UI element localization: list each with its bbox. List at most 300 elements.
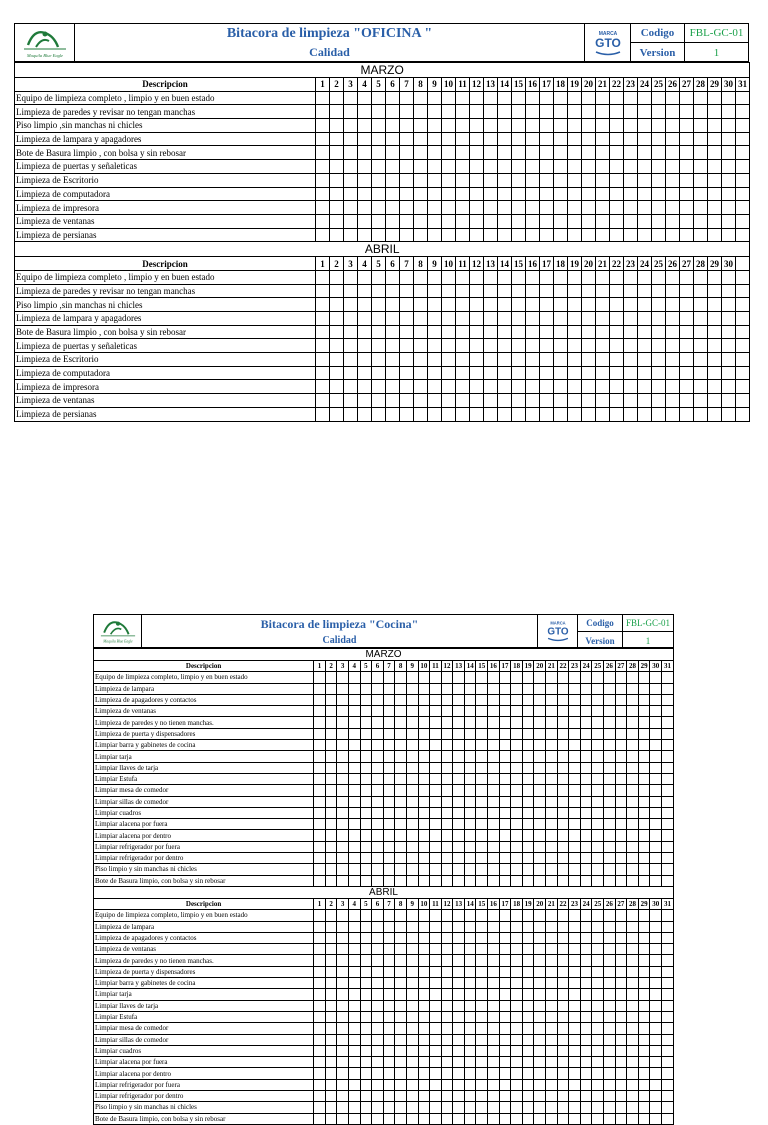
check-cell[interactable] bbox=[722, 160, 736, 174]
check-cell[interactable] bbox=[488, 1000, 500, 1011]
check-cell[interactable] bbox=[569, 717, 581, 728]
check-cell[interactable] bbox=[337, 672, 349, 683]
check-cell[interactable] bbox=[316, 187, 330, 201]
check-cell[interactable] bbox=[470, 353, 484, 367]
check-cell[interactable] bbox=[580, 785, 592, 796]
check-cell[interactable] bbox=[596, 173, 610, 187]
check-cell[interactable] bbox=[395, 773, 407, 784]
check-cell[interactable] bbox=[627, 706, 639, 717]
check-cell[interactable] bbox=[596, 298, 610, 312]
check-cell[interactable] bbox=[330, 132, 344, 146]
check-cell[interactable] bbox=[406, 1057, 418, 1068]
check-cell[interactable] bbox=[348, 1102, 360, 1113]
check-cell[interactable] bbox=[414, 312, 428, 326]
check-cell[interactable] bbox=[569, 1000, 581, 1011]
check-cell[interactable] bbox=[596, 187, 610, 201]
check-cell[interactable] bbox=[680, 160, 694, 174]
check-cell[interactable] bbox=[470, 394, 484, 408]
check-cell[interactable] bbox=[395, 751, 407, 762]
check-cell[interactable] bbox=[442, 380, 456, 394]
check-cell[interactable] bbox=[638, 807, 650, 818]
check-cell[interactable] bbox=[661, 1011, 673, 1022]
check-cell[interactable] bbox=[615, 875, 627, 886]
check-cell[interactable] bbox=[638, 228, 652, 242]
check-cell[interactable] bbox=[428, 339, 442, 353]
check-cell[interactable] bbox=[441, 1113, 453, 1124]
check-cell[interactable] bbox=[546, 1034, 558, 1045]
check-cell[interactable] bbox=[627, 853, 639, 864]
check-cell[interactable] bbox=[615, 1034, 627, 1045]
check-cell[interactable] bbox=[372, 921, 384, 932]
check-cell[interactable] bbox=[511, 955, 523, 966]
check-cell[interactable] bbox=[314, 683, 326, 694]
check-cell[interactable] bbox=[414, 160, 428, 174]
check-cell[interactable] bbox=[511, 978, 523, 989]
check-cell[interactable] bbox=[499, 773, 511, 784]
check-cell[interactable] bbox=[511, 1079, 523, 1090]
check-cell[interactable] bbox=[325, 1090, 337, 1101]
check-cell[interactable] bbox=[557, 1068, 569, 1079]
check-cell[interactable] bbox=[316, 394, 330, 408]
check-cell[interactable] bbox=[554, 228, 568, 242]
check-cell[interactable] bbox=[592, 910, 604, 921]
check-cell[interactable] bbox=[604, 672, 616, 683]
check-cell[interactable] bbox=[456, 366, 470, 380]
check-cell[interactable] bbox=[464, 853, 476, 864]
check-cell[interactable] bbox=[344, 132, 358, 146]
check-cell[interactable] bbox=[372, 717, 384, 728]
check-cell[interactable] bbox=[383, 978, 395, 989]
check-cell[interactable] bbox=[661, 966, 673, 977]
check-cell[interactable] bbox=[615, 683, 627, 694]
check-cell[interactable] bbox=[546, 1113, 558, 1124]
check-cell[interactable] bbox=[499, 717, 511, 728]
check-cell[interactable] bbox=[418, 706, 430, 717]
check-cell[interactable] bbox=[484, 119, 498, 133]
check-cell[interactable] bbox=[470, 325, 484, 339]
check-cell[interactable] bbox=[337, 921, 349, 932]
check-cell[interactable] bbox=[638, 353, 652, 367]
check-cell[interactable] bbox=[470, 228, 484, 242]
check-cell[interactable] bbox=[456, 228, 470, 242]
check-cell[interactable] bbox=[638, 864, 650, 875]
check-cell[interactable] bbox=[498, 366, 512, 380]
check-cell[interactable] bbox=[372, 228, 386, 242]
check-cell[interactable] bbox=[596, 284, 610, 298]
check-cell[interactable] bbox=[372, 1057, 384, 1068]
check-cell[interactable] bbox=[464, 740, 476, 751]
check-cell[interactable] bbox=[580, 921, 592, 932]
check-cell[interactable] bbox=[386, 366, 400, 380]
check-cell[interactable] bbox=[456, 132, 470, 146]
check-cell[interactable] bbox=[569, 989, 581, 1000]
check-cell[interactable] bbox=[694, 366, 708, 380]
check-cell[interactable] bbox=[736, 105, 750, 119]
check-cell[interactable] bbox=[400, 394, 414, 408]
check-cell[interactable] bbox=[557, 989, 569, 1000]
check-cell[interactable] bbox=[540, 146, 554, 160]
check-cell[interactable] bbox=[430, 1011, 442, 1022]
check-cell[interactable] bbox=[666, 298, 680, 312]
check-cell[interactable] bbox=[569, 955, 581, 966]
check-cell[interactable] bbox=[499, 1000, 511, 1011]
check-cell[interactable] bbox=[430, 1090, 442, 1101]
check-cell[interactable] bbox=[580, 989, 592, 1000]
check-cell[interactable] bbox=[330, 146, 344, 160]
check-cell[interactable] bbox=[650, 773, 662, 784]
check-cell[interactable] bbox=[650, 1011, 662, 1022]
check-cell[interactable] bbox=[604, 966, 616, 977]
check-cell[interactable] bbox=[337, 955, 349, 966]
check-cell[interactable] bbox=[464, 955, 476, 966]
check-cell[interactable] bbox=[499, 830, 511, 841]
check-cell[interactable] bbox=[736, 312, 750, 326]
check-cell[interactable] bbox=[488, 989, 500, 1000]
check-cell[interactable] bbox=[638, 841, 650, 852]
check-cell[interactable] bbox=[546, 966, 558, 977]
check-cell[interactable] bbox=[470, 214, 484, 228]
check-cell[interactable] bbox=[526, 380, 540, 394]
check-cell[interactable] bbox=[540, 339, 554, 353]
check-cell[interactable] bbox=[386, 325, 400, 339]
check-cell[interactable] bbox=[638, 160, 652, 174]
check-cell[interactable] bbox=[383, 1011, 395, 1022]
check-cell[interactable] bbox=[604, 978, 616, 989]
check-cell[interactable] bbox=[624, 325, 638, 339]
check-cell[interactable] bbox=[615, 785, 627, 796]
check-cell[interactable] bbox=[476, 853, 488, 864]
check-cell[interactable] bbox=[666, 312, 680, 326]
check-cell[interactable] bbox=[344, 160, 358, 174]
check-cell[interactable] bbox=[488, 875, 500, 886]
check-cell[interactable] bbox=[456, 270, 470, 284]
check-cell[interactable] bbox=[722, 312, 736, 326]
check-cell[interactable] bbox=[372, 932, 384, 943]
check-cell[interactable] bbox=[582, 173, 596, 187]
check-cell[interactable] bbox=[650, 978, 662, 989]
check-cell[interactable] bbox=[358, 160, 372, 174]
check-cell[interactable] bbox=[582, 228, 596, 242]
check-cell[interactable] bbox=[330, 284, 344, 298]
check-cell[interactable] bbox=[360, 830, 372, 841]
check-cell[interactable] bbox=[325, 740, 337, 751]
check-cell[interactable] bbox=[596, 325, 610, 339]
check-cell[interactable] bbox=[534, 807, 546, 818]
check-cell[interactable] bbox=[511, 875, 523, 886]
check-cell[interactable] bbox=[358, 325, 372, 339]
check-cell[interactable] bbox=[546, 1045, 558, 1056]
check-cell[interactable] bbox=[604, 932, 616, 943]
check-cell[interactable] bbox=[592, 1023, 604, 1034]
check-cell[interactable] bbox=[316, 380, 330, 394]
check-cell[interactable] bbox=[314, 1068, 326, 1079]
check-cell[interactable] bbox=[661, 807, 673, 818]
check-cell[interactable] bbox=[511, 1034, 523, 1045]
check-cell[interactable] bbox=[546, 762, 558, 773]
check-cell[interactable] bbox=[418, 830, 430, 841]
check-cell[interactable] bbox=[557, 853, 569, 864]
check-cell[interactable] bbox=[650, 762, 662, 773]
check-cell[interactable] bbox=[325, 706, 337, 717]
check-cell[interactable] bbox=[395, 796, 407, 807]
check-cell[interactable] bbox=[554, 105, 568, 119]
check-cell[interactable] bbox=[488, 796, 500, 807]
check-cell[interactable] bbox=[348, 796, 360, 807]
check-cell[interactable] bbox=[694, 325, 708, 339]
check-cell[interactable] bbox=[694, 339, 708, 353]
check-cell[interactable] bbox=[383, 864, 395, 875]
check-cell[interactable] bbox=[557, 1113, 569, 1124]
check-cell[interactable] bbox=[442, 366, 456, 380]
check-cell[interactable] bbox=[418, 1011, 430, 1022]
check-cell[interactable] bbox=[624, 353, 638, 367]
check-cell[interactable] bbox=[418, 966, 430, 977]
check-cell[interactable] bbox=[627, 773, 639, 784]
check-cell[interactable] bbox=[546, 740, 558, 751]
check-cell[interactable] bbox=[499, 989, 511, 1000]
check-cell[interactable] bbox=[441, 762, 453, 773]
check-cell[interactable] bbox=[441, 706, 453, 717]
check-cell[interactable] bbox=[534, 955, 546, 966]
check-cell[interactable] bbox=[484, 214, 498, 228]
check-cell[interactable] bbox=[511, 864, 523, 875]
check-cell[interactable] bbox=[627, 751, 639, 762]
check-cell[interactable] bbox=[511, 1057, 523, 1068]
check-cell[interactable] bbox=[661, 694, 673, 705]
check-cell[interactable] bbox=[568, 298, 582, 312]
check-cell[interactable] bbox=[534, 672, 546, 683]
check-cell[interactable] bbox=[610, 146, 624, 160]
check-cell[interactable] bbox=[488, 1113, 500, 1124]
check-cell[interactable] bbox=[722, 187, 736, 201]
check-cell[interactable] bbox=[568, 366, 582, 380]
check-cell[interactable] bbox=[314, 864, 326, 875]
check-cell[interactable] bbox=[736, 228, 750, 242]
check-cell[interactable] bbox=[554, 353, 568, 367]
check-cell[interactable] bbox=[661, 728, 673, 739]
check-cell[interactable] bbox=[442, 312, 456, 326]
check-cell[interactable] bbox=[344, 380, 358, 394]
check-cell[interactable] bbox=[316, 339, 330, 353]
check-cell[interactable] bbox=[512, 146, 526, 160]
check-cell[interactable] bbox=[453, 773, 465, 784]
check-cell[interactable] bbox=[582, 284, 596, 298]
check-cell[interactable] bbox=[456, 284, 470, 298]
check-cell[interactable] bbox=[596, 132, 610, 146]
check-cell[interactable] bbox=[722, 201, 736, 215]
check-cell[interactable] bbox=[498, 173, 512, 187]
check-cell[interactable] bbox=[680, 201, 694, 215]
check-cell[interactable] bbox=[488, 1023, 500, 1034]
check-cell[interactable] bbox=[325, 989, 337, 1000]
check-cell[interactable] bbox=[337, 1023, 349, 1034]
check-cell[interactable] bbox=[383, 841, 395, 852]
check-cell[interactable] bbox=[694, 407, 708, 421]
check-cell[interactable] bbox=[534, 910, 546, 921]
check-cell[interactable] bbox=[722, 214, 736, 228]
check-cell[interactable] bbox=[592, 1113, 604, 1124]
check-cell[interactable] bbox=[453, 1000, 465, 1011]
check-cell[interactable] bbox=[325, 717, 337, 728]
check-cell[interactable] bbox=[627, 819, 639, 830]
check-cell[interactable] bbox=[540, 214, 554, 228]
check-cell[interactable] bbox=[580, 796, 592, 807]
check-cell[interactable] bbox=[650, 1068, 662, 1079]
check-cell[interactable] bbox=[610, 312, 624, 326]
check-cell[interactable] bbox=[722, 366, 736, 380]
check-cell[interactable] bbox=[488, 978, 500, 989]
check-cell[interactable] bbox=[476, 1113, 488, 1124]
check-cell[interactable] bbox=[386, 407, 400, 421]
check-cell[interactable] bbox=[604, 1057, 616, 1068]
check-cell[interactable] bbox=[615, 773, 627, 784]
check-cell[interactable] bbox=[386, 298, 400, 312]
check-cell[interactable] bbox=[441, 864, 453, 875]
check-cell[interactable] bbox=[592, 830, 604, 841]
check-cell[interactable] bbox=[406, 672, 418, 683]
check-cell[interactable] bbox=[325, 830, 337, 841]
check-cell[interactable] bbox=[534, 1011, 546, 1022]
check-cell[interactable] bbox=[442, 407, 456, 421]
check-cell[interactable] bbox=[383, 1057, 395, 1068]
check-cell[interactable] bbox=[554, 160, 568, 174]
check-cell[interactable] bbox=[592, 717, 604, 728]
check-cell[interactable] bbox=[314, 955, 326, 966]
check-cell[interactable] bbox=[386, 173, 400, 187]
check-cell[interactable] bbox=[395, 1090, 407, 1101]
check-cell[interactable] bbox=[414, 132, 428, 146]
check-cell[interactable] bbox=[546, 1000, 558, 1011]
check-cell[interactable] bbox=[680, 353, 694, 367]
check-cell[interactable] bbox=[534, 717, 546, 728]
check-cell[interactable] bbox=[441, 1023, 453, 1034]
check-cell[interactable] bbox=[615, 978, 627, 989]
check-cell[interactable] bbox=[580, 978, 592, 989]
check-cell[interactable] bbox=[582, 214, 596, 228]
check-cell[interactable] bbox=[627, 830, 639, 841]
check-cell[interactable] bbox=[615, 944, 627, 955]
check-cell[interactable] bbox=[511, 1090, 523, 1101]
check-cell[interactable] bbox=[456, 353, 470, 367]
check-cell[interactable] bbox=[580, 1090, 592, 1101]
check-cell[interactable] bbox=[348, 672, 360, 683]
check-cell[interactable] bbox=[344, 146, 358, 160]
check-cell[interactable] bbox=[708, 339, 722, 353]
check-cell[interactable] bbox=[680, 132, 694, 146]
check-cell[interactable] bbox=[442, 270, 456, 284]
check-cell[interactable] bbox=[428, 187, 442, 201]
check-cell[interactable] bbox=[522, 1113, 534, 1124]
check-cell[interactable] bbox=[534, 1034, 546, 1045]
check-cell[interactable] bbox=[661, 1023, 673, 1034]
check-cell[interactable] bbox=[661, 841, 673, 852]
check-cell[interactable] bbox=[358, 214, 372, 228]
check-cell[interactable] bbox=[708, 312, 722, 326]
check-cell[interactable] bbox=[453, 1068, 465, 1079]
check-cell[interactable] bbox=[400, 353, 414, 367]
check-cell[interactable] bbox=[522, 875, 534, 886]
check-cell[interactable] bbox=[428, 160, 442, 174]
check-cell[interactable] bbox=[722, 325, 736, 339]
check-cell[interactable] bbox=[414, 91, 428, 105]
check-cell[interactable] bbox=[694, 91, 708, 105]
check-cell[interactable] bbox=[414, 284, 428, 298]
check-cell[interactable] bbox=[666, 132, 680, 146]
check-cell[interactable] bbox=[348, 966, 360, 977]
check-cell[interactable] bbox=[557, 1011, 569, 1022]
check-cell[interactable] bbox=[604, 785, 616, 796]
check-cell[interactable] bbox=[708, 394, 722, 408]
check-cell[interactable] bbox=[557, 683, 569, 694]
check-cell[interactable] bbox=[624, 380, 638, 394]
check-cell[interactable] bbox=[638, 910, 650, 921]
check-cell[interactable] bbox=[499, 762, 511, 773]
check-cell[interactable] bbox=[512, 201, 526, 215]
check-cell[interactable] bbox=[400, 325, 414, 339]
check-cell[interactable] bbox=[638, 214, 652, 228]
check-cell[interactable] bbox=[499, 751, 511, 762]
check-cell[interactable] bbox=[386, 339, 400, 353]
check-cell[interactable] bbox=[661, 978, 673, 989]
check-cell[interactable] bbox=[484, 284, 498, 298]
check-cell[interactable] bbox=[430, 672, 442, 683]
check-cell[interactable] bbox=[708, 146, 722, 160]
check-cell[interactable] bbox=[592, 762, 604, 773]
check-cell[interactable] bbox=[348, 728, 360, 739]
check-cell[interactable] bbox=[499, 694, 511, 705]
check-cell[interactable] bbox=[314, 853, 326, 864]
check-cell[interactable] bbox=[441, 1090, 453, 1101]
check-cell[interactable] bbox=[580, 773, 592, 784]
check-cell[interactable] bbox=[661, 717, 673, 728]
check-cell[interactable] bbox=[610, 339, 624, 353]
check-cell[interactable] bbox=[546, 1011, 558, 1022]
check-cell[interactable] bbox=[372, 339, 386, 353]
check-cell[interactable] bbox=[652, 146, 666, 160]
check-cell[interactable] bbox=[592, 864, 604, 875]
check-cell[interactable] bbox=[372, 1090, 384, 1101]
check-cell[interactable] bbox=[406, 1023, 418, 1034]
check-cell[interactable] bbox=[568, 228, 582, 242]
check-cell[interactable] bbox=[499, 944, 511, 955]
check-cell[interactable] bbox=[358, 187, 372, 201]
check-cell[interactable] bbox=[604, 910, 616, 921]
check-cell[interactable] bbox=[652, 325, 666, 339]
check-cell[interactable] bbox=[522, 1045, 534, 1056]
check-cell[interactable] bbox=[526, 270, 540, 284]
check-cell[interactable] bbox=[534, 751, 546, 762]
check-cell[interactable] bbox=[694, 394, 708, 408]
check-cell[interactable] bbox=[557, 672, 569, 683]
check-cell[interactable] bbox=[624, 173, 638, 187]
check-cell[interactable] bbox=[736, 119, 750, 133]
check-cell[interactable] bbox=[488, 683, 500, 694]
check-cell[interactable] bbox=[406, 978, 418, 989]
check-cell[interactable] bbox=[511, 989, 523, 1000]
check-cell[interactable] bbox=[344, 394, 358, 408]
check-cell[interactable] bbox=[694, 380, 708, 394]
check-cell[interactable] bbox=[453, 694, 465, 705]
check-cell[interactable] bbox=[395, 921, 407, 932]
check-cell[interactable] bbox=[453, 762, 465, 773]
check-cell[interactable] bbox=[414, 214, 428, 228]
check-cell[interactable] bbox=[604, 1045, 616, 1056]
check-cell[interactable] bbox=[596, 201, 610, 215]
check-cell[interactable] bbox=[498, 119, 512, 133]
check-cell[interactable] bbox=[476, 1102, 488, 1113]
check-cell[interactable] bbox=[568, 339, 582, 353]
check-cell[interactable] bbox=[534, 1023, 546, 1034]
